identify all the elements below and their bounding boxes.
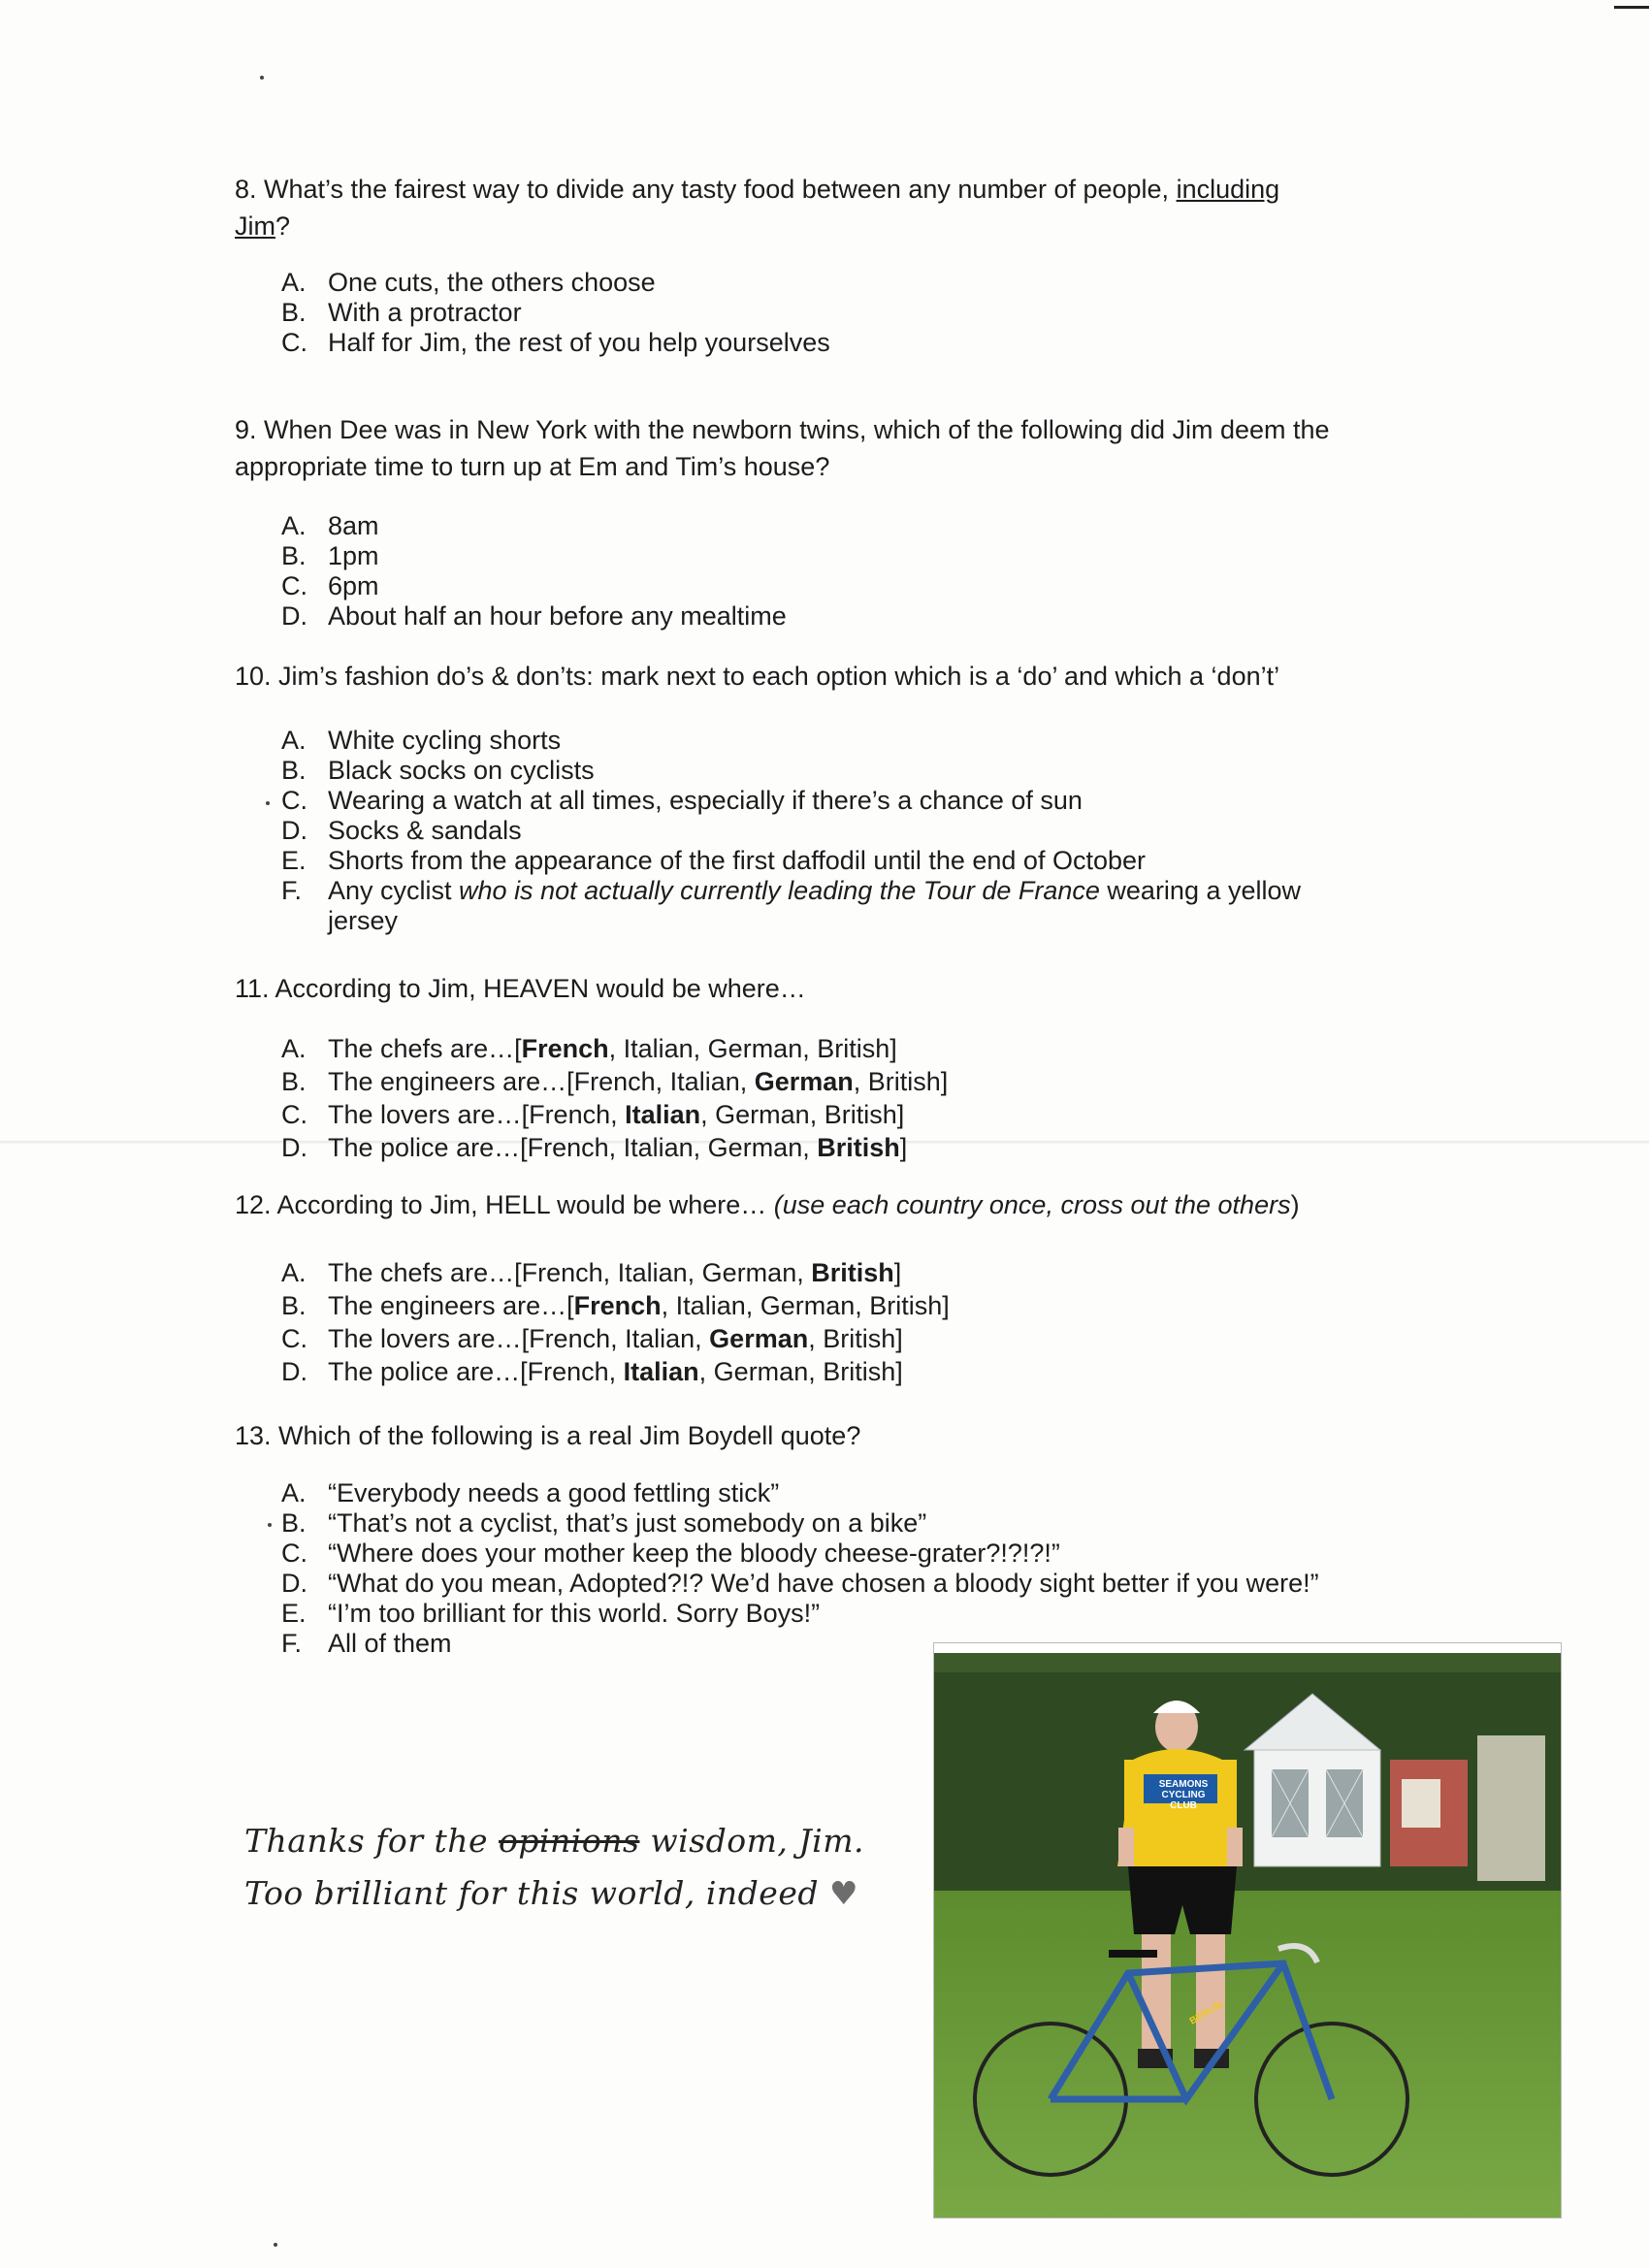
question-10: 10. Jim’s fashion do’s & don’ts: mark next to each option which is a ‘do’ and which a ‘don’t’: [235, 662, 1280, 691]
list-item: C. The lovers are…[French, Italian, German, British]: [281, 1324, 903, 1353]
handwritten-note-line-2: Too brilliant for this world, indeed ♥: [244, 1874, 859, 1912]
list-item: B. Black socks on cyclists: [281, 756, 595, 785]
question-13-options: [281, 1478, 1329, 1659]
trellis: [1477, 1735, 1545, 1881]
list-item: B. “That’s not a cyclist, that’s just somebody on a bike”: [281, 1508, 927, 1538]
list-item: C. “Where does your mother keep the bloody cheese-grater?!?!?!”: [281, 1539, 1060, 1568]
list-item: B. The engineers are…[French, Italian, German, British]: [281, 1291, 950, 1320]
question-11-options: [281, 1032, 1377, 1164]
list-item: C. The lovers are…[French, Italian, German, British]: [281, 1100, 905, 1129]
jersey-logo: SEAMONS CYCLING CLUB: [1158, 1779, 1209, 1811]
speck: [268, 1523, 272, 1527]
list-item: E. Shorts from the appearance of the first daffodil until the end of October: [281, 846, 1146, 875]
list-item: E. “I’m too brilliant for this world. Sorry Boys!”: [281, 1599, 821, 1628]
heart-icon: ♥: [828, 1874, 859, 1912]
list-item: A. “Everybody needs a good fettling stick”: [281, 1478, 780, 1507]
question-9-options: [281, 511, 1377, 632]
list-item: C. Half for Jim, the rest of you help yourselves: [281, 328, 830, 357]
list-item: B. 1pm: [281, 541, 379, 570]
list-item: A. The chefs are…[French, Italian, German, British]: [281, 1258, 902, 1287]
list-item: D. The police are…[French, Italian, German, British]: [281, 1133, 908, 1162]
list-item: C. Wearing a watch at all times, especially if there’s a chance of sun: [281, 786, 1083, 815]
question-12: 12. According to Jim, HELL would be where… (use each country once, cross out the others): [235, 1190, 1300, 1219]
speck: [274, 2243, 277, 2247]
lawn: [934, 1891, 1561, 2218]
cyclist-photo: [933, 1642, 1562, 2219]
question-9: 9. When Dee was in New York with the newborn twins, which of the following did Jim deem the appropriate time to turn up at Em and Tim’s house?: [235, 415, 1330, 481]
speck: [266, 801, 270, 805]
handwritten-note-line-1: Thanks for the opinions wisdom, Jim.: [244, 1822, 864, 1860]
question-8-options: [281, 268, 1377, 358]
list-item: D. “What do you mean, Adopted?!? We’d have chosen a bloody sight better if you were!”: [281, 1569, 1319, 1598]
list-item: A. The chefs are…[French, Italian, German, British]: [281, 1034, 897, 1063]
cyclist-photo-illustration: [934, 1643, 1561, 2218]
list-item: D. About half an hour before any mealtime: [281, 601, 787, 631]
list-item: F. All of them: [281, 1629, 452, 1658]
question-10-options: [281, 726, 1377, 936]
question-12-options: [281, 1256, 1377, 1388]
list-item: D. The police are…[French, Italian, German, British]: [281, 1357, 903, 1386]
list-item: B. With a protractor: [281, 298, 522, 327]
list-item: D. Socks & sandals: [281, 816, 522, 845]
bike-frame-brand: BERLIN: [1187, 1999, 1225, 2027]
list-item: C. 6pm: [281, 571, 379, 600]
list-item: A. 8am: [281, 511, 379, 540]
page-edge-mark: [1614, 6, 1649, 9]
list-item: A. One cuts, the others choose: [281, 268, 656, 297]
question-13: 13. Which of the following is a real Jim Boydell quote?: [235, 1421, 861, 1450]
list-item: B. The engineers are…[French, Italian, German, British]: [281, 1067, 949, 1096]
list-item: A. White cycling shorts: [281, 726, 562, 755]
list-item: F. Any cyclist who is not actually currently leading the Tour de France wearing a yellow jersey: [281, 876, 1302, 935]
question-11: 11. According to Jim, HEAVEN would be where…: [235, 974, 806, 1003]
question-8: 8. What’s the fairest way to divide any tasty food between any number of people, including Jim?: [235, 175, 1280, 241]
speck: [260, 76, 264, 80]
